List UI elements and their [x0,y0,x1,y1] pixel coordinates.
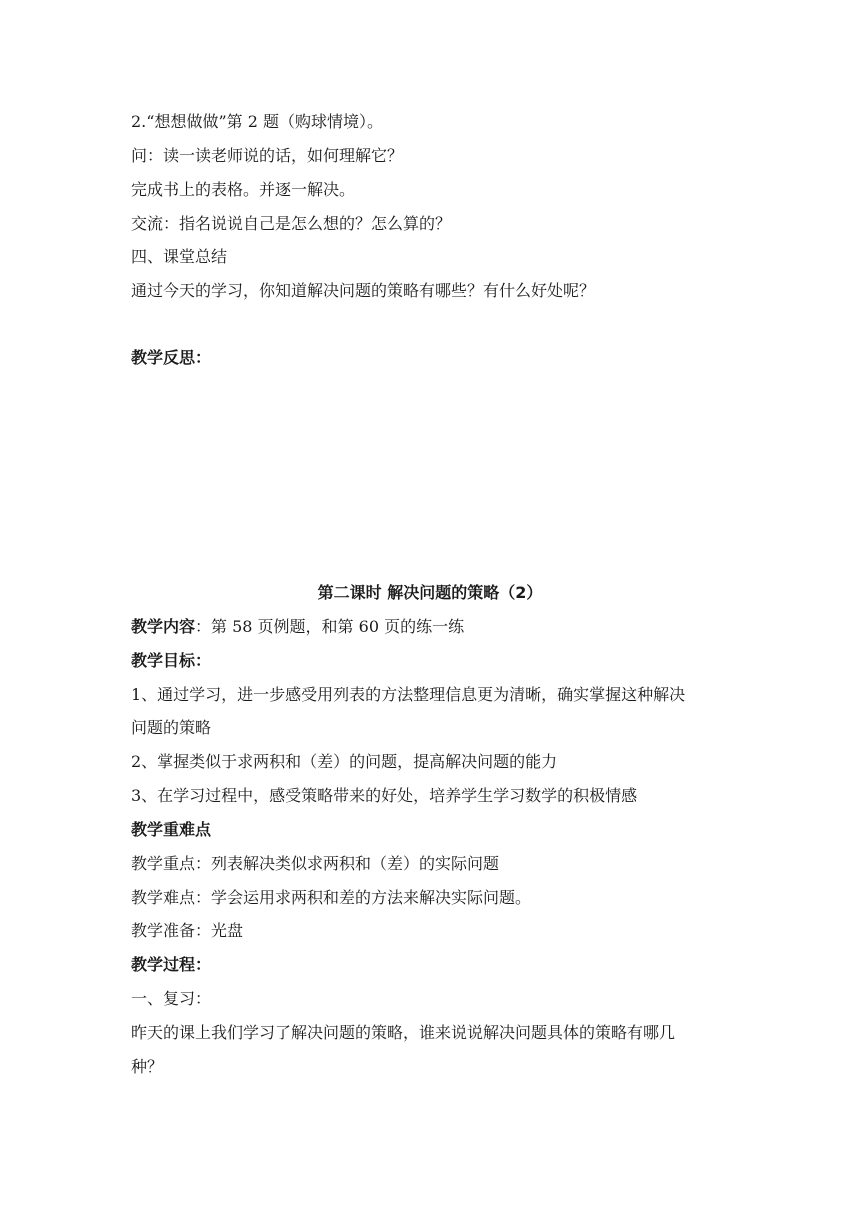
goal-item: 3、在学习过程中，感受策略带来的好处，培养学生学习数学的积极情感 [131,786,638,805]
process-heading: 教学过程： [131,955,212,974]
paragraph: 通过今天的学习，你知道解决问题的策略有哪些？有什么好处呢？ [131,281,596,300]
key-points-heading: 教学重难点 [131,820,212,839]
goals-heading: 教学目标： [131,651,212,670]
lesson-title: 第二课时 解决问题的策略（2） [317,583,543,602]
goal-item: 1、通过学习，进一步感受用列表的方法整理信息更为清晰，确实掌握这种解决 [131,685,686,704]
paragraph: 交流：指名说说自己是怎么想的？怎么算的？ [131,214,452,233]
teaching-content [131,617,464,637]
paragraph: 2.“想想做做”第 2 题（购球情境）。 [131,112,383,131]
key-point: 教学重点：列表解决类似求两积和（差）的实际问题 [131,854,500,873]
review-text-continued: 种？ [131,1057,164,1076]
teaching-content-value: ：第 58 页例题，和第 60 页的练一练 [195,617,465,636]
review-text: 昨天的课上我们学习了解决问题的策略，谁来说说解决问题具体的策略有哪几 [131,1023,676,1042]
reflection-heading: 教学反思： [131,348,212,367]
teaching-content-label: 教学内容 [131,617,196,636]
review-heading: 一、复习： [131,989,212,1008]
goal-item: 2、掌握类似于求两积和（差）的问题，提高解决问题的能力 [131,752,558,771]
paragraph: 问：读一读老师说的话，如何理解它？ [131,146,404,165]
section-heading: 四、课堂总结 [131,247,228,266]
difficulty-point: 教学难点：学会运用求两积和差的方法来解决实际问题。 [131,888,532,907]
paragraph: 完成书上的表格。并逐一解决。 [131,180,356,199]
goal-item-continued: 问题的策略 [131,718,212,737]
preparation: 教学准备：光盘 [131,921,244,940]
